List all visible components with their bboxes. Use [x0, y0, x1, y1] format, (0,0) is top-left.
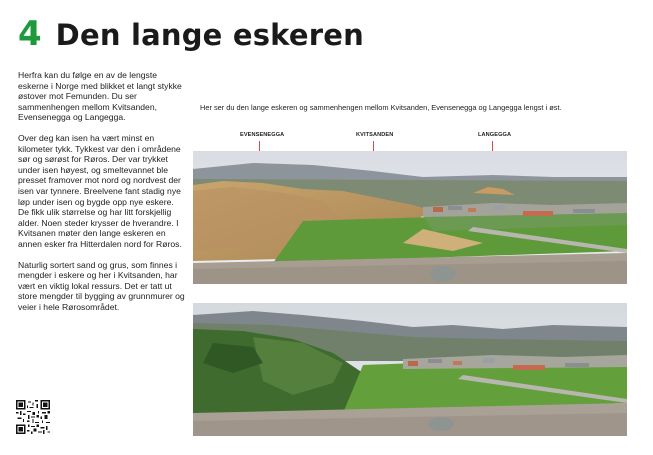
photo-bottom [193, 303, 627, 436]
label-kvitsanden: KVITSANDEN [356, 132, 394, 138]
figure-caption: Her ser du den lange eskeren og sammenhengen mellom Kvitsanden, Evensenegga og Langegga lengst i øst. [200, 103, 562, 112]
photo-top [193, 151, 627, 284]
paragraph-intro: Herfra kan du følge en av de lengste eskerne i Norge med blikket et langt stykke østover mot Femunden. Du ser sammenhengen mellom Kvitsanden, Evensenegga og Langegga. [18, 70, 182, 123]
section-number: 4 [18, 14, 42, 54]
qr-code[interactable] [16, 400, 50, 434]
page-header [18, 14, 364, 54]
paragraph-resource: Naturlig sortert sand og grus, som finnes i mengder i eskere og her i Kvitsanden, har vært en viktig lokal ressurs. Det er tatt ut store mengder til bygging av grunnmurer og veier i hele Rørosområdet. [18, 259, 185, 312]
body-text [18, 70, 186, 322]
page-title: Den lange eskeren [55, 18, 364, 52]
label-langegga: LANGEGGA [478, 132, 512, 138]
label-evensenegga: EVENSENEGGA [240, 132, 285, 138]
paragraph-ice: Over deg kan isen ha vært minst en kilometer tykk. Tykkest var den i områdene sør og sørøst for Røros. Der var trykket under isen høyest, og smeltevannet ble presset framover mot nord og nordvest der isen var tynnere. Breelvene fant stadig nye løp under isen og bygde opp nye eskere. De fikk ulik størrelse og har litt forskjellig alder. Noen steder krysser de hverandre. I Kvitsanen møter den lange eskeren en annen esker fra Hitterdalen nord for Røros. [18, 132, 182, 249]
